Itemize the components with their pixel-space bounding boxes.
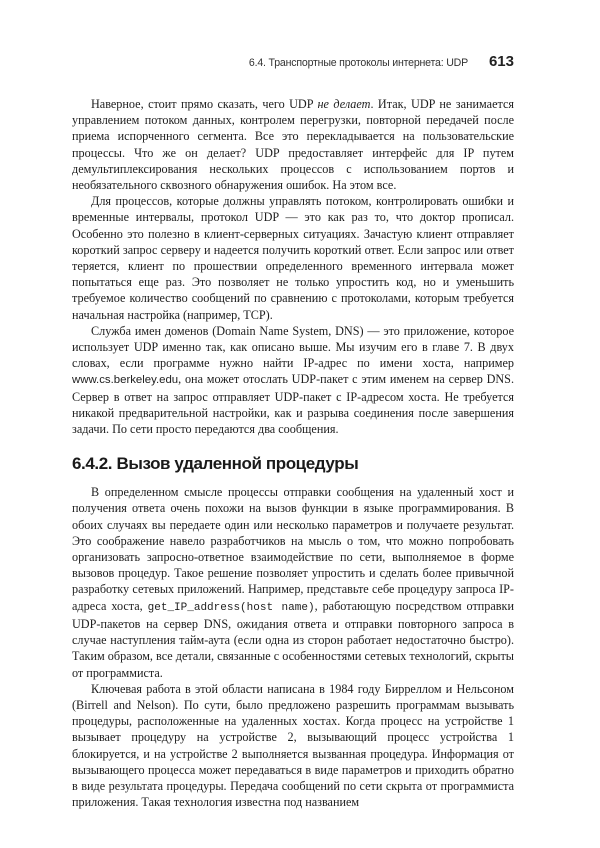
running-header <box>72 52 514 72</box>
paragraph-text: В определенном смысле процессы отправки сообщения на удаленный хост и получения ответа очень похожи на вызов функции в языке программирования. В обоих случаях вы передаете один или несколько параметров и получаете результат. Это соображение навело разработчиков на мысль о том, что можно попробовать организовать запросно-ответное взаимодействие по сети, выполняемое в форме вызовов процедур. Такое решение позволяет упростить и сделать более привычной разработку сетевых приложений. Например, представьте себе процедуру запроса IP-адреса хоста, <box>72 485 514 613</box>
page-body <box>72 96 514 810</box>
paragraph-dns <box>72 323 514 437</box>
paragraph-text: Наверное, стоит прямо сказать, чего UDP <box>91 97 318 111</box>
page-number: 613 <box>488 53 514 70</box>
code-text: get_IP_address(host name) <box>147 601 315 614</box>
emphasis-text: не делает <box>317 97 371 111</box>
paragraph-text: . Итак, UDP не занимается управлением потоком данных, контролем перегрузки, повторной передачей после приема испорченного сегмента. Все это перекладывается на пользовательские процессы. Что же он делает? UDP предоставляет интерфейс для IP путем демультиплексирования нескольких процессов с использованием портов и необязательного сквозного обнаружения ошибок. На этом все. <box>72 97 514 193</box>
paragraph-birrell-nelson: Ключевая работа в этой области написана в 1984 году Бирреллом и Нельсоном (Birrell and Nelson). По сути, было предложено разрешить программам вызывать процедуры, расположенные на удаленных хостах. Когда процесс на устройстве 1 вызывает процедуру на устройстве 2, вызывающий процесс устройства 1 блокируется, и на устройстве 2 выполняется вызванная процедура. Информация от вызывающего процесса может передаваться в виде параметров и приходить обратно в виде результата процедуры. Передача сообщений по сети скрыта от программиста приложения. Такая технология известна под названием <box>72 681 514 810</box>
url-text: www.cs.berkeley.edu <box>72 374 179 387</box>
running-title: 6.4. Транспортные протоколы интернета: UDP <box>248 57 468 69</box>
paragraph-text: , она может отослать UDP-пакет с этим именем на сервер DNS. Сервер в ответ на запрос отправляет UDP-пакет с IP-адресом хоста. Не требуется никакой предварительной настройки, как и разрыва соединения после завершения задачи. По сети просто передаются два сообщения. <box>72 372 514 437</box>
paragraph-text: Служба имен доменов (Domain Name System, DNS) — это приложение, которое использует UDP именно так, как описано выше. Мы изучим его в главе 7. В двух словах, если программе нужно найти IP-адрес по имени хоста, например <box>72 323 514 371</box>
section-heading: 6.4.2. Вызов удаленной процедуры <box>72 454 359 474</box>
paragraph-text: , работающую посредством отправки UDP-пакетов на сервер DNS, ожидания ответа и отправки повторного запроса в случае наступления тайм-аута (если одна из сторон работает недостаточно быстро). Таким образом, все детали, связанные с особенностями сетевых технологий, скрыты от программиста. <box>72 598 514 680</box>
paragraph-client-server: Для процессов, которые должны управлять потоком, контролировать ошибки и временные интервалы, протокол UDP — это как раз то, что доктор прописал. Особенно это полезно в клиент-серверных ситуациях. Зачастую клиент отправляет короткий запрос серверу и надеется получить короткий ответ. Если запрос или ответ теряется, клиент по прошествии определенного временного интервала может попытаться еще раз. Это позволяет не только упростить код, но и уменьшить требуемое количество сообщений по сравнению с протоколами, которым требуется начальная настройка (например, TCP). <box>72 194 514 322</box>
paragraph-rpc-intro <box>72 484 514 680</box>
paragraph-udp-limits <box>72 96 514 193</box>
